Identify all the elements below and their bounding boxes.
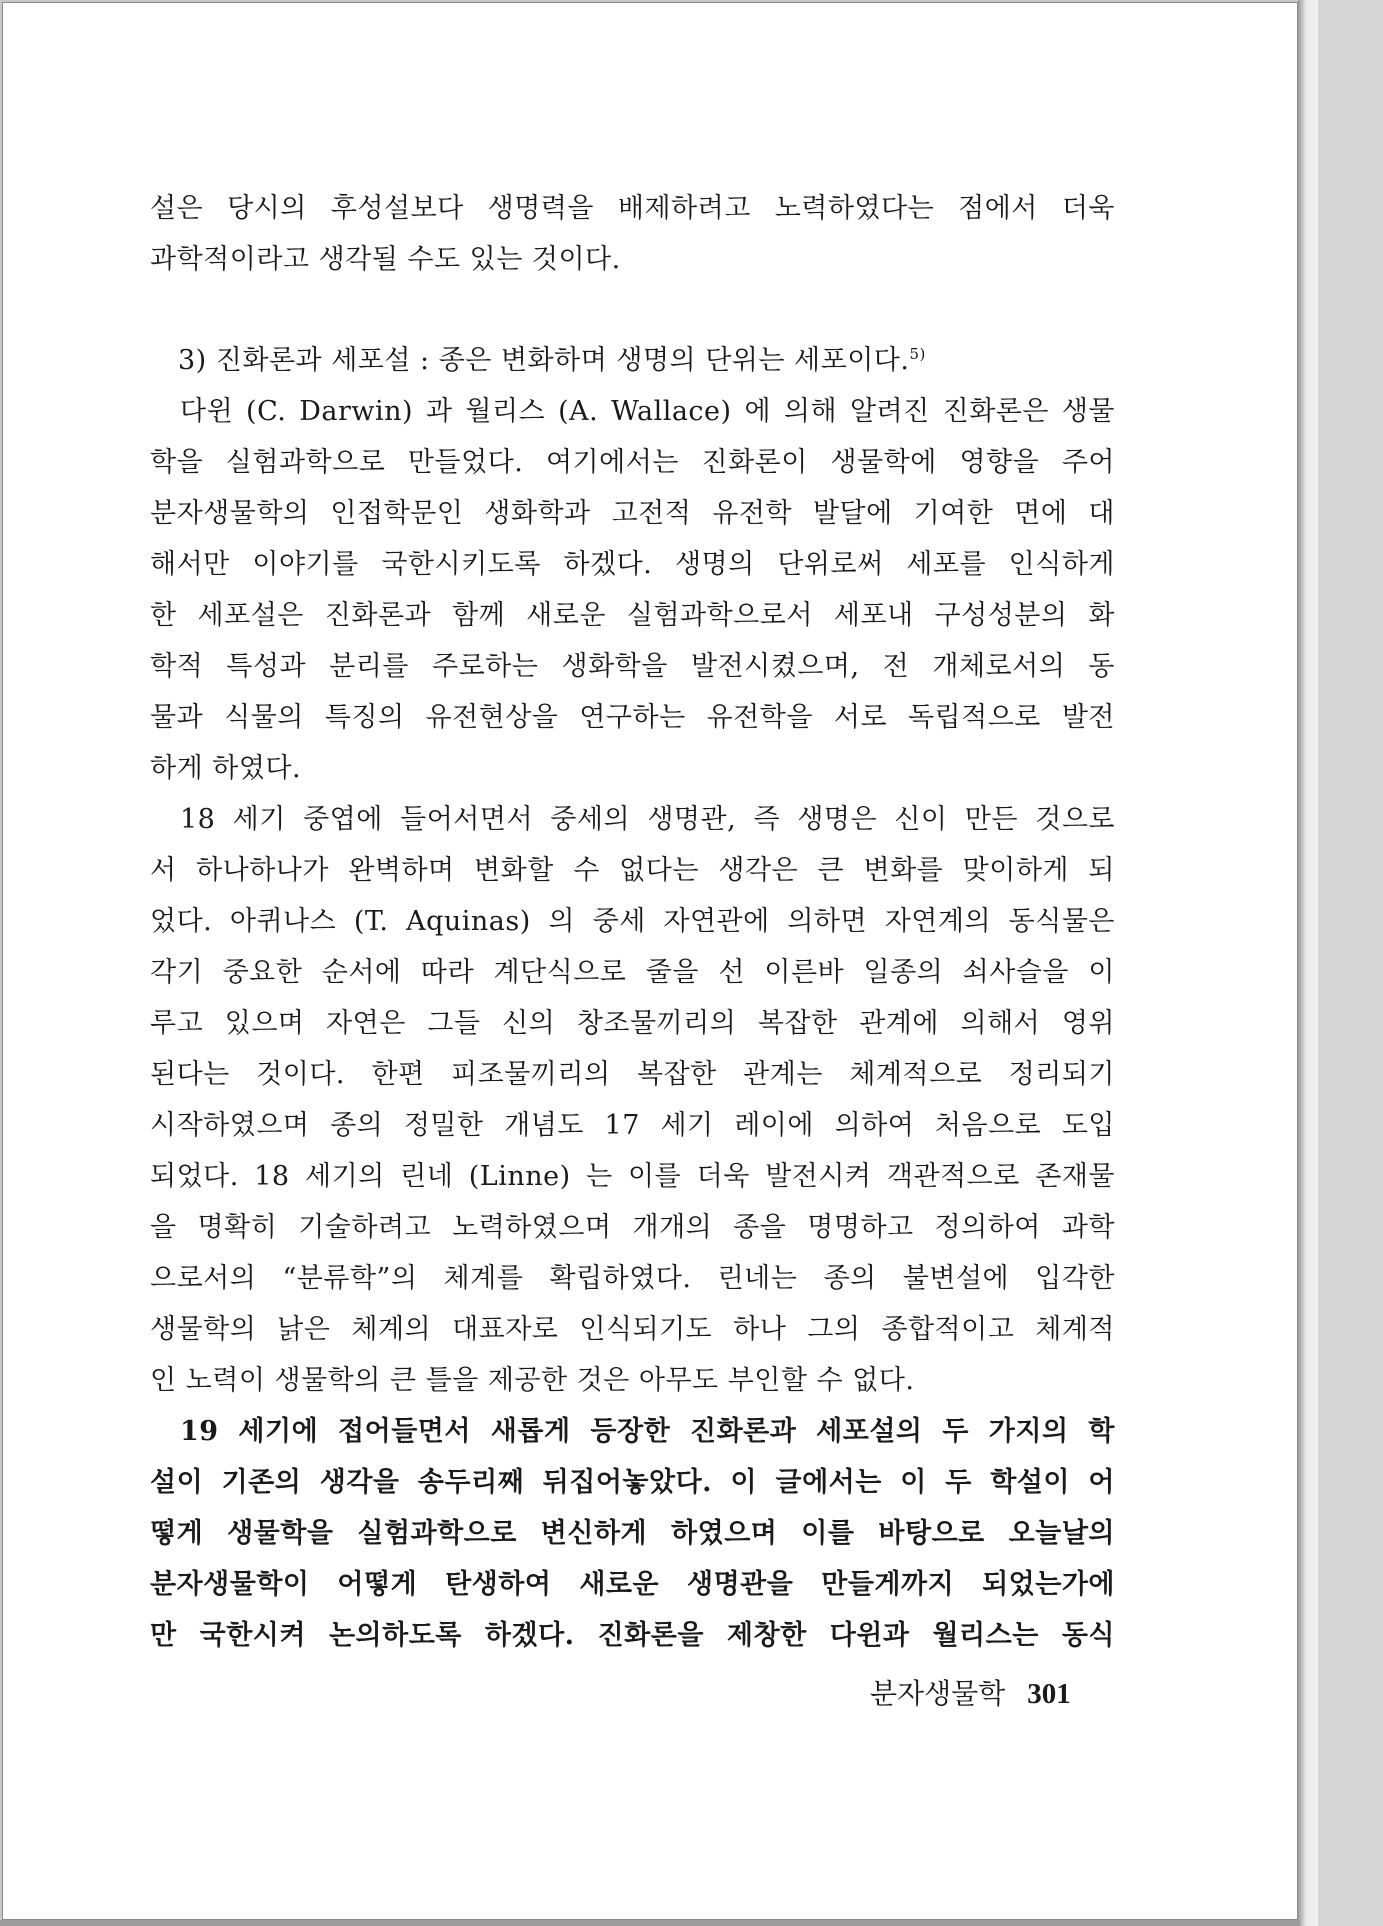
viewer-side-strip [1318,0,1383,1926]
page-number: 301 [1027,1678,1071,1710]
text-line: 19 세기에 접어들면서 새롭게 등장한 진화론과 세포설의 두 가지의 학 [180,1416,1115,1447]
text-line: 학을 실험과학으로 만들었다. 여기에서는 진화론이 생물학에 영향을 주어 [150,447,1115,478]
running-footer-title: 분자생물학 [870,1677,1006,1710]
text-line: 루고 있으며 자연은 그들 신의 창조물끼리의 복잡한 관계에 의해서 영위 [150,1008,1115,1039]
text-line: 하게 하였다. [150,753,302,784]
footnote-marker[interactable]: 5) [909,345,926,363]
text-line: 만 국한시켜 논의하도록 하겠다. 진화론을 제창한 다윈과 월리스는 동식 [150,1620,1115,1651]
section-spacer [150,285,1115,335]
text-line: 설이 기존의 생각을 송두리째 뒤집어놓았다. 이 글에서는 이 두 학설이 어 [150,1467,1115,1498]
text-line: 분자생물학의 인접학문인 생화학과 고전적 유전학 발달에 기여한 면에 대 [150,498,1115,529]
text-line: 해서만 이야기를 국한시키도록 하겠다. 생명의 단위로써 세포를 인식하게 [150,549,1115,580]
text-line: 으로서의 “분류학”의 체계를 확립하였다. 린네는 종의 불변설에 입각한 [150,1263,1115,1294]
paragraph-2 [150,794,1115,1406]
text-line: 학적 특성과 분리를 주로하는 생화학을 발전시켰으며, 전 개체로서의 동 [150,651,1115,682]
text-line: 물과 식물의 특징의 유전현상을 연구하는 유전학을 서로 독립적으로 발전 [150,702,1115,733]
text-line: 다윈 (C. Darwin) 과 월리스 (A. Wallace) 에 의해 알려진 진화론은 생물 [180,396,1115,427]
section-heading-text: 3) 진화론과 세포설 : 종은 변화하며 생명의 단위는 세포이다. [178,345,910,376]
text-line: 인 노력이 생물학의 큰 틀을 제공한 것은 아무도 부인할 수 없다. [150,1365,915,1396]
text-line: 되었다. 18 세기의 린네 (Linne) 는 이를 더욱 발전시켜 객관적으로 존재물 [150,1161,1115,1192]
page-bottom-shadow [0,1920,1300,1926]
text-line: 을 명확히 기술하려고 노력하였으며 개개의 종을 명명하고 정의하여 과학 [150,1212,1115,1243]
text-line: 떻게 생물학을 실험과학으로 변신하게 하였으며 이를 바탕으로 오늘날의 [150,1518,1115,1549]
page-edge-shadow [1298,0,1318,1926]
text-line: 각기 중요한 순서에 따라 계단식으로 줄을 선 이른바 일종의 쇠사슬을 이 [150,957,1115,988]
text-line: 분자생물학이 어떻게 탄생하여 새로운 생명관을 만들게까지 되었는가에 [150,1569,1115,1600]
text-line: 었다. 아퀴나스 (T. Aquinas) 의 중세 자연관에 의하면 자연계의 동식물은 [150,906,1115,937]
text-line: 18 세기 중엽에 들어서면서 중세의 생명관, 즉 생명은 신이 만든 것으로 [180,804,1115,835]
page-body [150,183,1115,1661]
text-line: 한 세포설은 진화론과 함께 새로운 실험과학으로서 세포내 구성성분의 화 [150,600,1115,631]
paragraph-1 [150,386,1115,794]
text-line: 과학적이라고 생각될 수도 있는 것이다. [150,244,621,275]
text-line: 시작하였으며 종의 정밀한 개념도 17 세기 레이에 의하여 처음으로 도입 [150,1110,1115,1141]
paragraph-3 [150,1406,1115,1661]
text-line: 설은 당시의 후성설보다 생명력을 배제하려고 노력하였다는 점에서 더욱 [150,193,1115,224]
paragraph-intro [150,183,1115,285]
text-line: 생물학의 낡은 체계의 대표자로 인식되기도 하나 그의 종합적이고 체계적 [150,1314,1115,1345]
section-heading [150,335,1115,386]
running-footer [870,1670,1120,1718]
text-line: 서 하나하나가 완벽하며 변화할 수 없다는 생각은 큰 변화를 맞이하게 되 [150,855,1115,886]
text-line: 된다는 것이다. 한편 피조물끼리의 복잡한 관계는 체계적으로 정리되기 [150,1059,1115,1090]
